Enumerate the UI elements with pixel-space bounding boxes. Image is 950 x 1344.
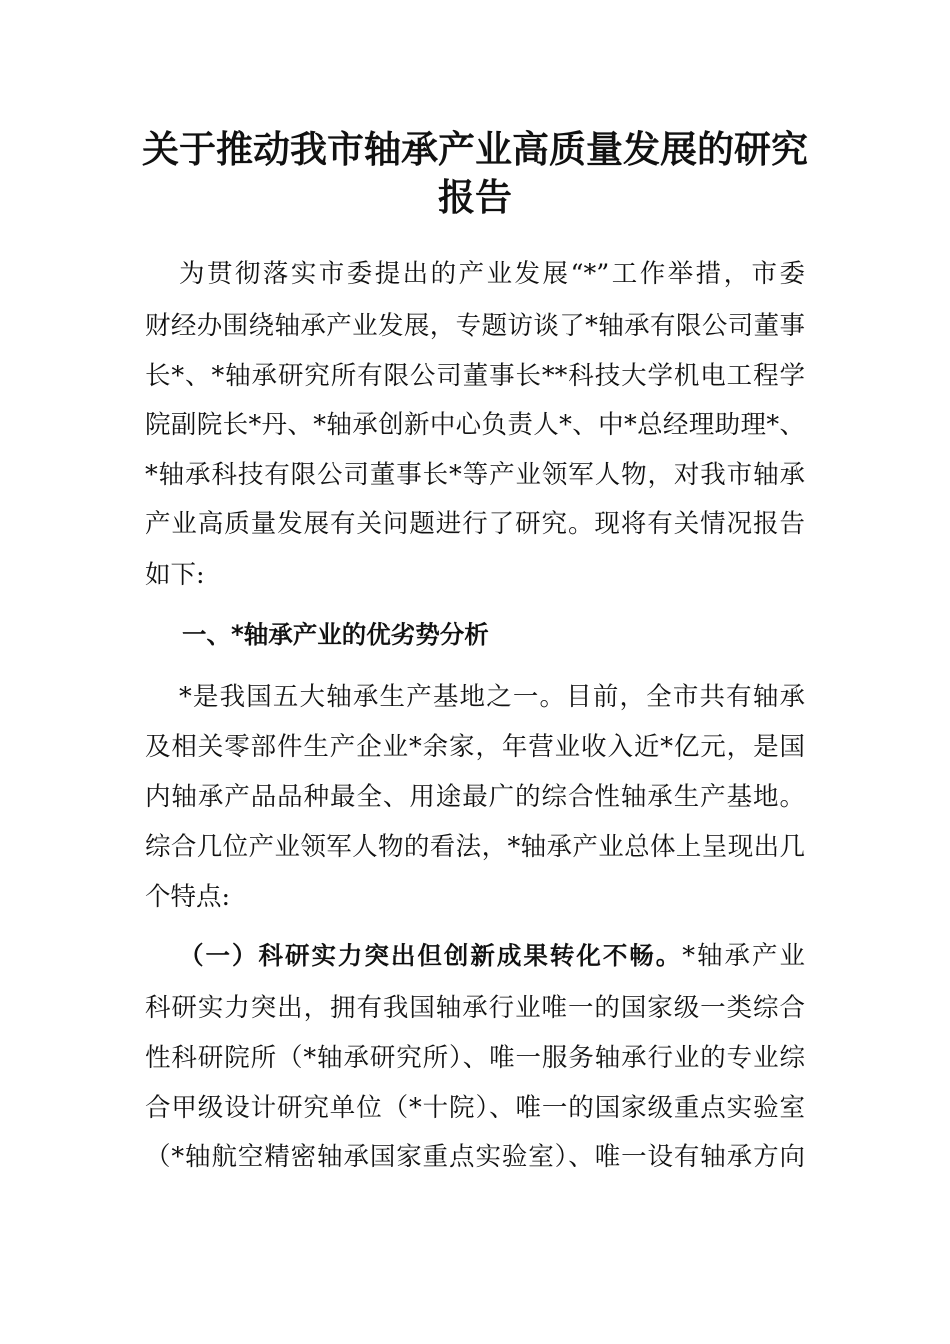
subsection1-first-line — [179, 926, 805, 986]
section-heading: 一、*轴承产业的优劣势分析 — [182, 620, 489, 649]
subsection1-line: 性科研院所（*轴承研究所）、唯一服务轴承行业的专业综 — [145, 1043, 805, 1073]
intro-line: 产业高质量发展有关问题进行了研究。现将有关情况报告 — [145, 509, 805, 539]
document-title-line-2: 报告 — [438, 175, 512, 219]
section1-line: 及相关零部件生产企业*余家，年营业收入近*亿元，是国 — [145, 732, 805, 762]
subsection1-line: （*轴航空精密轴承国家重点实验室）、唯一设有轴承方向 — [145, 1142, 805, 1172]
intro-line: 财经办围绕轴承产业发展，专题访谈了*轴承有限公司董事 — [145, 311, 805, 341]
intro-line: *轴承科技有限公司董事长*等产业领军人物，对我市轴承 — [145, 460, 805, 490]
intro-line: 为贯彻落实市委提出的产业发展“*”工作举措，市委 — [179, 259, 805, 289]
section1-line: 内轴承产品品种最全、用途最广的综合性轴承生产基地。 — [145, 782, 805, 812]
section1-line: 个特点: — [145, 882, 231, 912]
intro-line: 院副院长*丹、*轴承创新中心负责人*、中*总经理助理*、 — [145, 410, 805, 440]
intro-line: 如下: — [145, 560, 205, 590]
subsection1-line: 合甲级设计研究单位（*十院）、唯一的国家级重点实验室 — [145, 1093, 805, 1123]
subsection-heading: （一）科研实力突出但创新成果转化不畅。 — [179, 941, 683, 970]
document-title-line-1: 关于推动我市轴承产业高质量发展的研究 — [142, 127, 808, 171]
subsection1-text: *轴承产业 — [682, 941, 805, 971]
section1-line: *是我国五大轴承生产基地之一。目前，全市共有轴承 — [179, 682, 805, 712]
intro-line: 长*、*轴承研究所有限公司董事长**科技大学机电工程学 — [145, 361, 805, 391]
section1-line: 综合几位产业领军人物的看法，*轴承产业总体上呈现出几 — [145, 832, 805, 862]
subsection1-line: 科研实力突出，拥有我国轴承行业唯一的国家级一类综合 — [145, 993, 805, 1023]
